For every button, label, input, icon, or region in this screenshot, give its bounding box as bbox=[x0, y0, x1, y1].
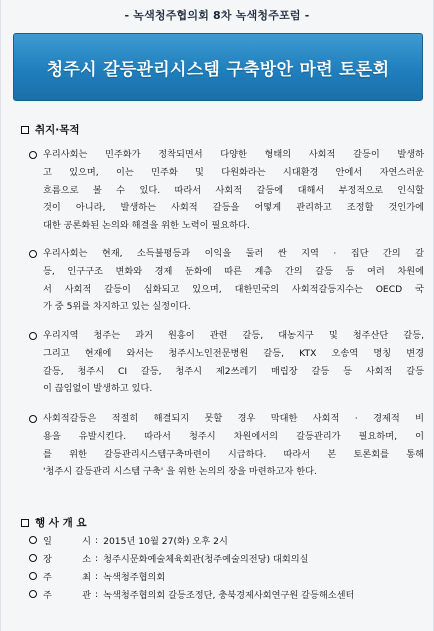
circle-bullet-icon bbox=[29, 151, 37, 159]
info-value: 청주시문화예술체육회관(청주예술의전당) 대회의실 bbox=[103, 554, 309, 565]
text-line: 사회적갈등은 적절히 해결되지 못할 경우 막대한 사회적 · 경제적 비 bbox=[43, 413, 424, 424]
circle-bullet-icon bbox=[29, 536, 37, 544]
event-info-organizer: 주 관 : 녹색청주협의회 갈등조정단, 충북경제사회연구원 갈등해소센터 bbox=[29, 585, 424, 603]
text-line: 용을 유발시킨다. 따라서 청주시 차원에서의 갈등관리가 필요하며, 이 bbox=[43, 430, 424, 442]
square-bullet-icon bbox=[21, 519, 29, 527]
text-line: 를 위한 갈등관리시스템구축마련이 시급하다. 따라서 본 토론회를 통해 bbox=[43, 448, 424, 460]
text-line: 갈등, 청주시 CI 갈등, 청주시 제2쓰레기 매립장 갈등 등 사회적 갈등 bbox=[43, 365, 424, 377]
purpose-paragraph-1 bbox=[29, 146, 424, 235]
event-info-host: 주 최 : 녹색청주협의회 bbox=[29, 567, 424, 585]
page-title: 청주시 갈등관리시스템 구축방안 마련 토론회 bbox=[46, 59, 390, 80]
circle-bullet-icon bbox=[29, 415, 37, 423]
event-info-date: 일 시 : 2015년 10월 27(화) 오후 2시 bbox=[29, 531, 424, 549]
text-line: 우리지역 청주는 과거 원흥이 관련 갈등, 대농지구 및 청주산단 갈등, bbox=[43, 330, 424, 341]
info-value: 녹색청주협의회 bbox=[103, 572, 166, 583]
event-info-venue: 장 소 : 청주시문화예술체육회관(청주예술의전당) 대회의실 bbox=[29, 549, 424, 567]
text-line: 흐름으로 볼 수 있다. 따라서 사회적 갈등에 대해서 부정적으로 인식할 bbox=[43, 184, 424, 196]
info-label: 일 시 bbox=[43, 536, 91, 547]
circle-bullet-icon bbox=[29, 250, 37, 258]
text-line: 등, 인구구조 변화와 경제 둔화에 따른 계층 간의 갈등 등 여러 차원에 bbox=[43, 265, 424, 277]
text-line: 서 사회적 갈등이 심화되고 있으며, 대한민국의 사회적갈등지수는 OECD 국 bbox=[43, 283, 424, 295]
square-bullet-icon bbox=[21, 126, 29, 134]
text-line: 것이 아니라, 발생하는 사회적 갈등을 어떻게 관리하고 조정할 것인가에 bbox=[43, 202, 424, 214]
text-line: '청주시 갈등관리 시스템 구축' 을 위한 논의의 장을 마련하고자 한다. bbox=[43, 466, 317, 478]
event-section-heading: 행 사 개 요 bbox=[21, 515, 87, 530]
forum-subtitle: - 녹색청주협의회 8차 녹색청주포럼 - bbox=[124, 9, 310, 22]
text-line: 이 끊임없이 발생하고 있다. bbox=[43, 383, 153, 395]
circle-bullet-icon bbox=[29, 554, 37, 562]
purpose-paragraph-3 bbox=[29, 327, 424, 398]
info-value: 2015년 10월 27(화) 오후 2시 bbox=[103, 536, 228, 547]
text-line: 고 있으며, 이는 민주화 및 다원화라는 시대환경 안에서 자연스러운 bbox=[43, 166, 424, 178]
text-line: 우리사회는 현재, 소득불평등과 이익을 둘러 싼 지역 · 집단 간의 갈 bbox=[43, 248, 424, 259]
circle-bullet-icon bbox=[29, 572, 37, 580]
info-label: 장 소 bbox=[43, 554, 91, 565]
info-value: 녹색청주협의회 갈등조정단, 충북경제사회연구원 갈등해소센터 bbox=[103, 590, 355, 601]
circle-bullet-icon bbox=[29, 332, 37, 340]
purpose-paragraph-4 bbox=[29, 410, 424, 481]
info-label: 주 관 bbox=[43, 590, 91, 601]
circle-bullet-icon bbox=[29, 590, 37, 598]
text-line: 가 중 5위를 차지하고 있는 실정이다. bbox=[43, 301, 191, 313]
info-label: 주 최 bbox=[43, 572, 91, 583]
text-line: 대한 공론화된 논의와 해결을 위한 노력이 필요하다. bbox=[43, 220, 250, 232]
text-line: 그리고 현재에 와서는 청주시노인전문병원 갈등, KTX 오송역 명칭 변경 bbox=[43, 347, 424, 359]
title-banner bbox=[13, 33, 423, 101]
purpose-paragraph-2 bbox=[29, 245, 424, 316]
text-line: 우리사회는 민주화가 정착되면서 다양한 형태의 사회적 갈등이 발생하 bbox=[43, 149, 424, 160]
purpose-section-heading: 취지·목적 bbox=[21, 122, 80, 137]
